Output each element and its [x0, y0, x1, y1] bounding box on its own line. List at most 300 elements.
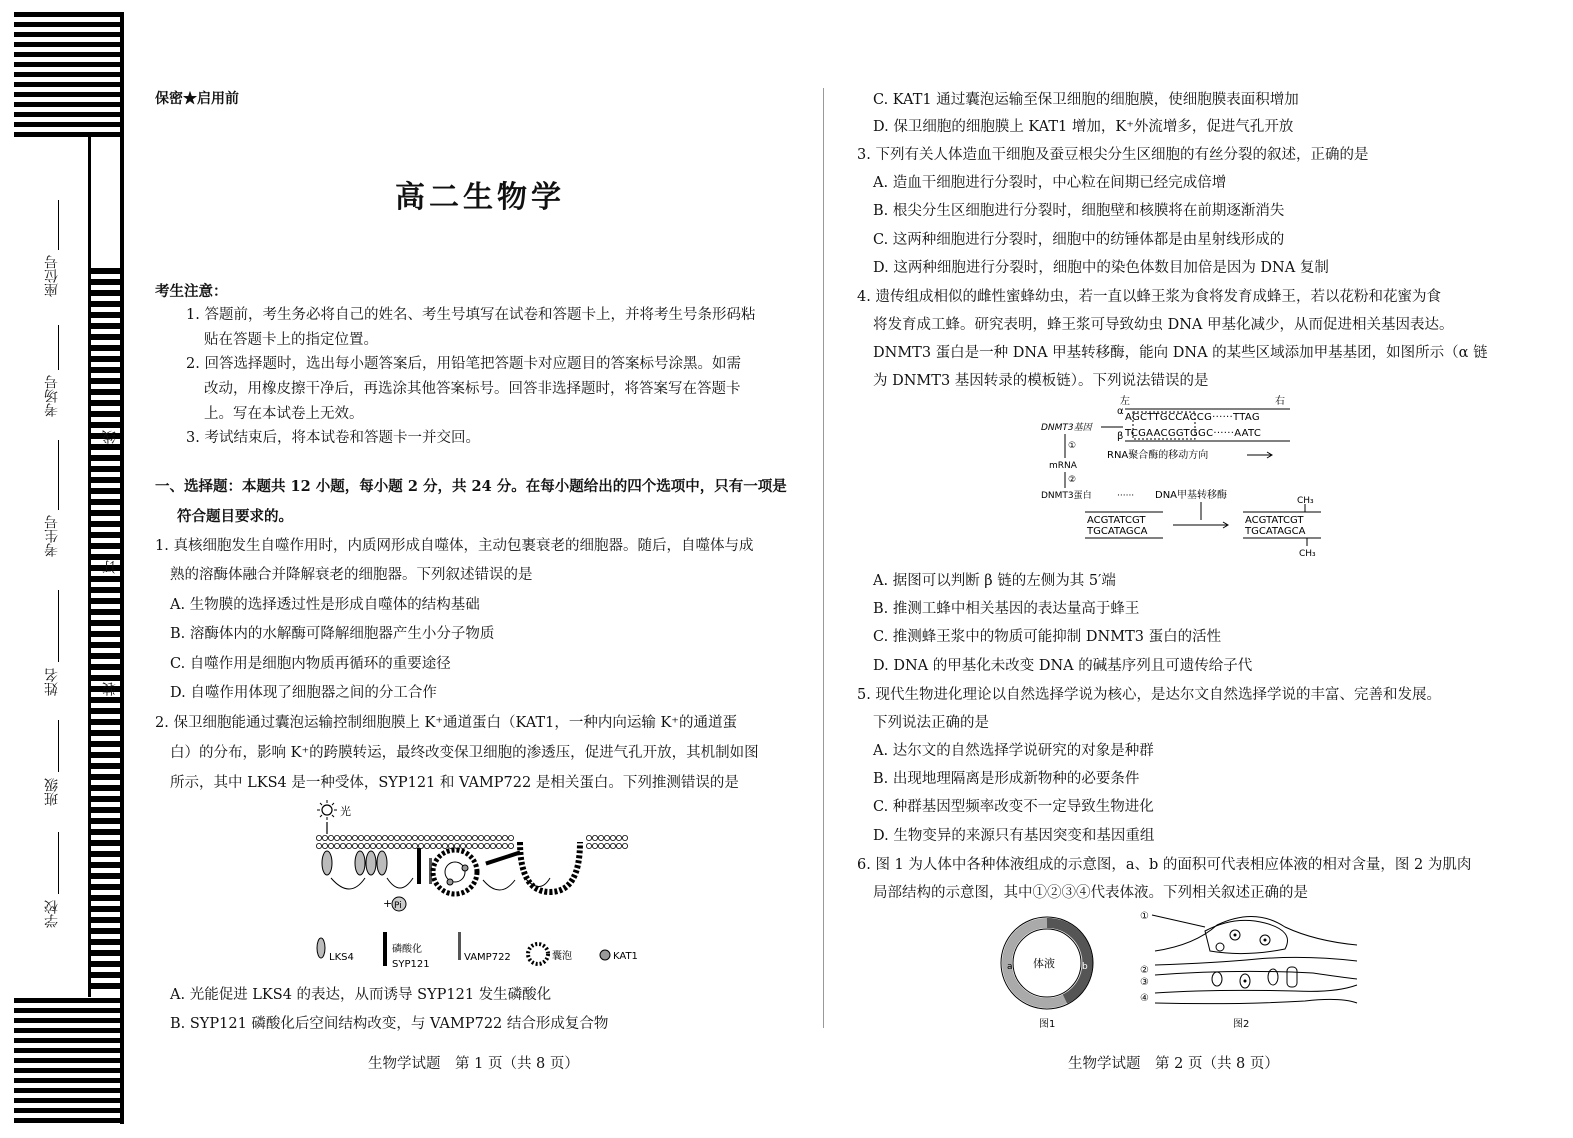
phospholipid: [466, 835, 471, 840]
cut-mark-fold: 装: [102, 682, 118, 696]
stripe: [91, 488, 120, 494]
stripe: [91, 301, 120, 307]
stripe: [91, 367, 120, 373]
phospholipid: [454, 835, 459, 840]
phospholipid: [460, 843, 465, 848]
question-1-option-c[interactable]: C. 自噬作用是细胞内物质再循环的重要途径: [170, 656, 451, 672]
phospholipid: [472, 843, 477, 848]
stripe: [14, 1008, 124, 1013]
phospholipid: [496, 843, 501, 848]
tissue-boundary: [1155, 971, 1357, 979]
question-5-option-b[interactable]: B. 出现地理隔离是形成新物种的必要条件: [873, 771, 1140, 787]
question-5-stem: 下列说法正确的是: [873, 715, 989, 731]
phospholipid: [412, 843, 417, 848]
legend-vesicle: 囊泡: [552, 951, 572, 962]
page-1-footer: 生物学试题 第 1 页（共 8 页）: [368, 1056, 579, 1072]
phospholipid: [394, 835, 399, 840]
question-4-option-c[interactable]: C. 推测蜂王浆中的物质可能抑制 DNMT3 蛋白的活性: [873, 629, 1222, 645]
notice-line: 1. 答题前，考生务必将自己的姓名、考生号填写在试卷和答题卡上，并将考生号条形码粘: [186, 307, 756, 323]
question-4-stem: 4. 遗传组成相似的雌性蜜蜂幼虫，若一直以蜂王浆为食将发育成蜂王，若以花粉和花蜜为食: [857, 289, 1441, 305]
question-1-option-a[interactable]: A. 生物膜的选择透过性是形成自噬体的结构基础: [170, 597, 480, 613]
phospholipid: [466, 843, 471, 848]
stripe: [14, 1018, 124, 1023]
question-3-option-a[interactable]: A. 造血干细胞进行分裂时，中心粒在间期已经完成倍增: [873, 175, 1227, 191]
seat-number-blank[interactable]: [58, 200, 59, 250]
question-1-option-d[interactable]: D. 自噬作用体现了细胞器之间的分工合作: [170, 685, 437, 701]
stripe: [14, 72, 124, 77]
stripe: [91, 653, 120, 659]
vessel-lower-wall: [1155, 957, 1357, 965]
plus-sign: +: [383, 897, 393, 910]
stripe: [14, 22, 124, 27]
section-title: 一、选择题：本题共 12 小题，每小题 2 分，共 24 分。在每小题给出的四个选项中，只有一项是: [155, 478, 787, 495]
phospholipid: [598, 835, 603, 840]
phospholipid: [328, 835, 333, 840]
legend-vamp722: VAMP722: [464, 952, 511, 963]
phospholipid: [430, 835, 435, 840]
capillary: [1205, 920, 1288, 953]
arrow: [331, 878, 365, 889]
phospholipid: [472, 835, 477, 840]
phospholipid: [382, 835, 387, 840]
stripe: [91, 455, 120, 461]
phospholipid: [484, 843, 489, 848]
stripe: [91, 323, 120, 329]
vessel-upper-wall: [1155, 916, 1357, 951]
phospholipid: [616, 843, 621, 848]
cell: [1287, 967, 1297, 987]
phospholipid: [598, 843, 603, 848]
question-2-option-a[interactable]: A. 光能促进 LKS4 的表达，从而诱导 SYP121 发生磷酸化: [170, 987, 552, 1003]
phospholipid: [382, 843, 387, 848]
phospholipid: [496, 835, 501, 840]
stripe: [91, 752, 120, 758]
arrow: [483, 880, 515, 890]
stripe: [91, 840, 120, 846]
stripe: [91, 400, 120, 406]
stripe: [14, 1068, 124, 1073]
phospholipid: [322, 843, 327, 848]
stripe: [91, 851, 120, 857]
phospholipid: [340, 835, 345, 840]
stripe: [91, 785, 120, 791]
question-4-stem: 为 DNMT3 基因转录的模板链）。下列说法错误的是: [873, 373, 1209, 389]
seq-before-top: ACGTATCGT: [1087, 515, 1146, 526]
phospholipid: [346, 843, 351, 848]
stripe: [91, 620, 120, 626]
cut-mark-line: 线: [102, 430, 118, 444]
question-3-option-c[interactable]: C. 这两种细胞进行分裂时，细胞中的纺锤体都是由星射线形成的: [873, 232, 1285, 248]
stripe: [91, 983, 120, 989]
exam-title: 高二生物学: [395, 180, 565, 215]
phospholipid: [604, 835, 609, 840]
question-6-stem: 6. 图 1 为人体中各种体液组成的示意图，a、b 的面积可代表相应体液的相对含量，图 2 为肌肉: [857, 857, 1472, 873]
stripe: [91, 466, 120, 472]
stripe: [91, 268, 120, 274]
phospholipid: [346, 835, 351, 840]
phospholipid: [484, 835, 489, 840]
candidate-number-label: 考生号: [44, 515, 60, 557]
label-b: b: [1082, 962, 1088, 972]
question-2-stem: 白）的分布，影响 K⁺的跨膜转运，最终改变保卫细胞的渗透压，促进气孔开放，其机制如图: [170, 745, 759, 761]
lks4-protein: [322, 851, 332, 875]
mrna-label: mRNA: [1049, 461, 1077, 471]
pointer-1: [1152, 915, 1205, 927]
notice-line: 改动，用橡皮擦干净后，再选涂其他答案标号。回答非选择题时，将答案写在答题卡: [204, 381, 741, 397]
ellipsis: ······: [1117, 491, 1135, 501]
phospholipid: [442, 835, 447, 840]
phospholipid: [394, 843, 399, 848]
arrow: [387, 878, 413, 888]
stripe: [91, 697, 120, 703]
legend-lks4: LKS4: [329, 952, 354, 963]
beta-sequence: TCGAACGGTGGC······AATC: [1125, 428, 1262, 439]
stripe: [91, 279, 120, 285]
question-2-option-b[interactable]: B. SYP121 磷酸化后空间结构改变，与 VAMP722 结合形成复合物: [170, 1016, 609, 1032]
section-title: 符合题目要求的。: [177, 508, 293, 525]
question-6-figure: [995, 905, 1365, 1035]
phospholipid: [370, 835, 375, 840]
lks4-protein: [377, 851, 387, 875]
stripe: [91, 477, 120, 483]
stripe: [14, 92, 124, 97]
cell: [1212, 972, 1222, 986]
sun-icon: [317, 800, 337, 820]
phospholipid: [586, 835, 591, 840]
binding-rule: [120, 12, 124, 1124]
question-5-option-d[interactable]: D. 生物变异的来源只有基因突变和基因重组: [873, 828, 1155, 844]
seat-number-label: 座位号: [44, 255, 60, 297]
figure-1-caption: 图1: [1039, 1019, 1056, 1030]
phospholipid: [316, 835, 321, 840]
stripe: [14, 1078, 124, 1083]
kat1-protein: [447, 879, 453, 885]
step-2: ②: [1068, 475, 1077, 485]
stripe: [14, 42, 124, 47]
label-a: a: [1007, 962, 1013, 972]
phospholipid: [604, 843, 609, 848]
dnmt3-protein-label: DNMT3蛋白: [1041, 491, 1092, 501]
stripe: [14, 1038, 124, 1043]
stripe: [91, 950, 120, 956]
stripe: [14, 1098, 124, 1103]
stripe: [91, 631, 120, 637]
stripe: [91, 378, 120, 384]
phospholipid: [424, 835, 429, 840]
stripe: [14, 102, 124, 107]
alpha-label: α: [1117, 406, 1124, 417]
seq-after-top: ACGTATCGT: [1245, 515, 1304, 526]
phospholipid: [490, 843, 495, 848]
phospholipid: [322, 835, 327, 840]
stripe: [91, 444, 120, 450]
muscle-lower: [1155, 999, 1357, 1003]
stripe: [91, 609, 120, 615]
phospholipid: [622, 835, 627, 840]
question-1-stem: 熟的溶酶体融合并降解衰老的细胞器。下列叙述错误的是: [170, 567, 533, 583]
phospholipid: [508, 843, 513, 848]
label-2: ②: [1140, 965, 1149, 976]
phospholipid: [418, 835, 423, 840]
question-2-stem: 2. 保卫细胞能通过囊泡运输控制细胞膜上 K⁺通道蛋白（KAT1，一种内向运输 K⁺的通道蛋: [155, 715, 737, 731]
stripe: [91, 587, 120, 593]
stripe: [91, 818, 120, 824]
stripe: [14, 62, 124, 67]
stripe: [14, 82, 124, 87]
phospholipid: [610, 843, 615, 848]
rna-polymerase-direction: RNA聚合酶的移动方向: [1107, 450, 1209, 461]
step-1: ①: [1068, 441, 1077, 451]
phospholipid: [586, 843, 591, 848]
stripe: [14, 52, 124, 57]
question-2-stem: 所示，其中 LKS4 是一种受体，SYP121 和 VAMP722 是相关蛋白。下列推测错误的是: [170, 775, 739, 791]
notice-line: 贴在答题卡上的指定位置。: [204, 332, 378, 348]
stripe: [91, 939, 120, 945]
class-blank[interactable]: [58, 720, 59, 772]
legend-syp121-icon: [383, 932, 387, 966]
seq-after-bottom: TGCATAGCA: [1245, 526, 1306, 537]
stripe: [91, 576, 120, 582]
phospholipid: [334, 835, 339, 840]
phospholipid: [400, 835, 405, 840]
stripe: [91, 862, 120, 868]
question-1-option-b[interactable]: B. 溶酶体内的水解酶可降解细胞器产生小分子物质: [170, 626, 495, 642]
cut-mark-bind: 订: [102, 560, 118, 574]
stripe: [91, 389, 120, 395]
stripe: [91, 312, 120, 318]
stripe: [91, 763, 120, 769]
phospholipid: [400, 843, 405, 848]
stripe: [14, 132, 124, 137]
phospholipid: [478, 835, 483, 840]
phospholipid: [370, 843, 375, 848]
question-3-option-d[interactable]: D. 这两种细胞进行分裂时，细胞中的染色体数目加倍是因为 DNA 复制: [873, 260, 1329, 276]
phospholipid: [340, 843, 345, 848]
question-4-stem: DNMT3 蛋白是一种 DNA 甲基转移酶，能向 DNA 的某些区域添加甲基基团，如图所示（α 链: [873, 345, 1488, 361]
name-blank[interactable]: [58, 590, 59, 662]
phospholipid: [358, 843, 363, 848]
figure-2-caption: 图2: [1233, 1019, 1250, 1030]
stripe: [14, 112, 124, 117]
cell-nucleus: [1234, 934, 1237, 937]
phospholipid: [508, 835, 513, 840]
phospholipid: [358, 835, 363, 840]
stripe: [91, 928, 120, 934]
notice-title: 考生注意：: [155, 283, 228, 300]
phospholipid: [364, 835, 369, 840]
stripe: [91, 708, 120, 714]
question-6-stem: 局部结构的示意图，其中①②③④代表体液。下列相关叙述正确的是: [873, 885, 1308, 901]
stripe: [91, 719, 120, 725]
dnmt3-gene-label: DNMT3基因: [1041, 423, 1092, 433]
stripe: [91, 422, 120, 428]
question-4-option-b[interactable]: B. 推测工蜂中相关基因的表达量高于蜂王: [873, 601, 1140, 617]
phospholipid: [412, 835, 417, 840]
phospholipid: [490, 835, 495, 840]
fusing-vesicle: [520, 842, 580, 892]
question-2-option-d[interactable]: D. 保卫细胞的细胞膜上 KAT1 增加，K⁺外流增多，促进气孔开放: [873, 119, 1294, 135]
phospholipid: [328, 843, 333, 848]
stripe: [91, 741, 120, 747]
lks4-protein: [355, 851, 365, 875]
stripe: [14, 1058, 124, 1063]
kat1-protein: [462, 865, 468, 871]
stripe: [91, 730, 120, 736]
stripe: [91, 961, 120, 967]
question-5-option-c[interactable]: C. 种群基因型频率改变不一定导致生物进化: [873, 799, 1154, 815]
candidate-number-blank[interactable]: [58, 440, 59, 510]
label-4: ④: [1140, 993, 1149, 1004]
school-blank[interactable]: [58, 832, 59, 894]
phospholipid: [442, 843, 447, 848]
phospholipid: [430, 843, 435, 848]
question-2-figure: [305, 800, 645, 975]
legend-kat1: KAT1: [613, 951, 638, 962]
phospholipid: [376, 843, 381, 848]
stripe: [14, 1048, 124, 1053]
phospholipid: [376, 835, 381, 840]
phospholipid: [478, 843, 483, 848]
phospholipid: [460, 835, 465, 840]
stripe: [91, 411, 120, 417]
phospholipid: [364, 843, 369, 848]
stripe: [14, 1118, 124, 1123]
column-divider: [823, 88, 824, 1028]
vamp722-protein: [429, 858, 432, 884]
question-1-stem: 1. 真核细胞发生自噬作用时，内质网形成自噬体，主动包裹衰老的细胞器。随后，自噬体与成: [155, 538, 754, 554]
cell-nucleus: [1264, 939, 1267, 942]
legend-vesicle-icon: [528, 944, 548, 964]
stripe: [91, 664, 120, 670]
stripe: [91, 873, 120, 879]
question-4-option-d[interactable]: D. DNA 的甲基化未改变 DNA 的碱基序列且可遗传给子代: [873, 658, 1253, 674]
stripe: [91, 884, 120, 890]
stripe: [91, 598, 120, 604]
stripe: [91, 972, 120, 978]
phospholipid: [616, 835, 621, 840]
phospholipid: [406, 835, 411, 840]
stripe: [91, 829, 120, 835]
phospholipid: [448, 835, 453, 840]
stripe: [14, 1028, 124, 1033]
light-label: 光: [340, 805, 351, 818]
phospholipid: [388, 843, 393, 848]
phospholipid: [418, 843, 423, 848]
stripe: [91, 521, 120, 527]
question-4-stem: 将发育成工蜂。研究表明，蜂王浆可导致幼虫 DNA 甲基化减少，从而促进相关基因表达。: [873, 317, 1454, 333]
stripe: [91, 356, 120, 362]
page-2-footer: 生物学试题 第 2 页（共 8 页）: [1068, 1056, 1279, 1072]
protein-complex: [485, 851, 520, 866]
stripe: [91, 917, 120, 923]
phospholipid: [388, 835, 393, 840]
question-5-stem: 5. 现代生物进化理论以自然选择学说为核心，是达尔文自然选择学说的丰富、完善和发展。: [857, 687, 1441, 703]
stripe: [91, 499, 120, 505]
vesicle-lumen: [445, 862, 465, 882]
enzyme-label: DNA甲基转移酶: [1155, 490, 1228, 501]
question-5-option-a[interactable]: A. 达尔文的自然选择学说研究的对象是种群: [873, 743, 1154, 759]
left-label: 左: [1120, 396, 1130, 407]
phospholipid: [406, 843, 411, 848]
confidential-mark: 保密★启用前: [155, 91, 239, 107]
stripe: [91, 543, 120, 549]
class-label: 班级: [44, 778, 60, 806]
stripe: [91, 345, 120, 351]
stripe: [91, 796, 120, 802]
exam-room-label: 考场号: [44, 375, 60, 417]
phospholipid: [592, 843, 597, 848]
phospholipid: [622, 843, 627, 848]
phospholipid: [502, 843, 507, 848]
phospholipid: [334, 843, 339, 848]
notice-line: 上。写在本试卷上无效。: [204, 406, 364, 422]
stripe: [91, 906, 120, 912]
legend-syp121: 磷酸化: [392, 944, 422, 955]
question-4-option-a[interactable]: A. 据图可以判断 β 链的左侧为其 5′端: [873, 573, 1116, 589]
stripe: [91, 807, 120, 813]
question-3-stem: 3. 下列有关人体造血干细胞及蚕豆根尖分生区细胞的有丝分裂的叙述，正确的是: [857, 147, 1369, 163]
notice-line: 3. 考试结束后，将本试卷和答题卡一并交回。: [186, 430, 480, 446]
phospholipid: [424, 843, 429, 848]
seq-before-bottom: TGCATAGCA: [1087, 526, 1148, 537]
stripe: [14, 12, 124, 17]
cell: [1216, 943, 1224, 951]
notice-line: 2. 回答选择题时，选出每小题答案后，用铅笔把答题卡对应题目的答案标号涂黑。如需: [186, 356, 741, 372]
question-3-option-b[interactable]: B. 根尖分生区细胞进行分裂时，细胞壁和核膜将在前期逐渐消失: [873, 203, 1285, 219]
stripe: [14, 1108, 124, 1113]
stripe: [91, 334, 120, 340]
stripe: [91, 895, 120, 901]
methyl-top: CH₃: [1297, 496, 1314, 506]
stripe: [14, 122, 124, 127]
methyl-bottom: CH₃: [1299, 549, 1316, 559]
phospholipid: [352, 843, 357, 848]
label-3: ③: [1140, 977, 1149, 988]
cell-nucleus: [1244, 980, 1247, 983]
name-label: 姓名: [44, 668, 60, 696]
phospholipid: [436, 843, 441, 848]
stripe: [91, 675, 120, 681]
phospholipid: [502, 835, 507, 840]
stripe: [91, 532, 120, 538]
phospholipid: [610, 835, 615, 840]
body-fluid-label: 体液: [1033, 957, 1055, 970]
phospholipid: [352, 835, 357, 840]
legend-syp121-name: SYP121: [392, 959, 430, 970]
beta-label: β: [1117, 431, 1124, 442]
question-4-figure: [1035, 392, 1335, 562]
school-label: 学校: [44, 900, 60, 928]
syp121-protein: [417, 848, 421, 884]
phospholipid: [592, 835, 597, 840]
alpha-sequence: AGCTTGCCACCG······TTAG: [1125, 412, 1260, 423]
pi-label: Pi: [394, 901, 402, 911]
lks4-protein: [366, 851, 376, 875]
stripe: [91, 642, 120, 648]
stripe: [14, 998, 124, 1003]
question-2-option-c[interactable]: C. KAT1 通过囊泡运输至保卫细胞的细胞膜，使细胞膜表面积增加: [873, 92, 1299, 108]
legend-kat1-icon: [600, 950, 610, 960]
phospholipid: [436, 835, 441, 840]
exam-room-blank[interactable]: [58, 325, 59, 370]
label-1: ①: [1140, 911, 1149, 922]
stripe: [91, 510, 120, 516]
legend-lks4-icon: [317, 938, 325, 958]
stripe: [91, 774, 120, 780]
stripe: [91, 290, 120, 296]
phospholipid: [316, 843, 321, 848]
legend-vamp722-icon: [458, 932, 461, 960]
